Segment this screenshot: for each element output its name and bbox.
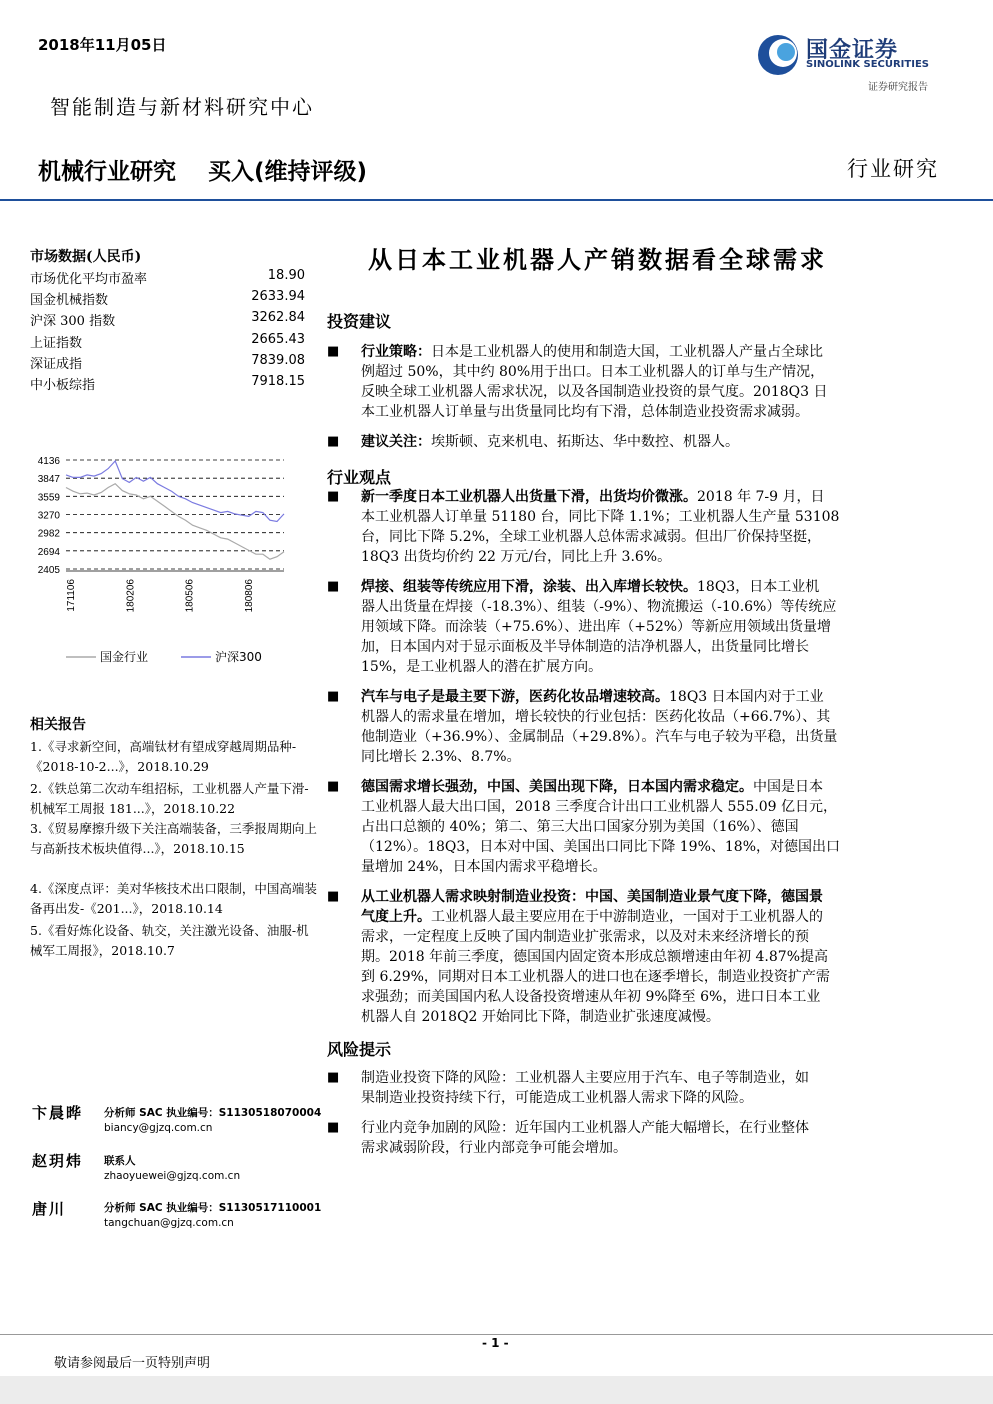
analyst-sac: 分析师 SAC 执业编号：S1130518070004: [104, 1107, 322, 1119]
market-data-label: 沪深 300 指数: [30, 314, 116, 329]
para-bold: 汽车与电子是最主要下游，医药化妆品增速较高。: [361, 689, 669, 705]
chart-series-line: [66, 484, 284, 560]
chart-y-tick-label: 3847: [37, 474, 60, 486]
para-line: 加，日本国内对于显示面板及半导体制造的洁净机器人，出货量同比增长: [361, 639, 809, 655]
bullet-icon: ■: [327, 1120, 340, 1135]
analyst-name: 唐川: [32, 1200, 67, 1218]
section-title-view: 行业观点: [327, 468, 392, 487]
related-report-item[interactable]: 4.《深度点评：美对华核技术出口限制，中国高端装备再出发-《201...》，2018.10.14: [30, 881, 317, 916]
section-title-invest: 投资建议: [327, 312, 392, 331]
analyst-info: [104, 1154, 240, 1184]
market-data-value: 2633.94: [251, 289, 305, 304]
para-line: 15%，是工业机器人的潜在扩展方向。: [361, 659, 603, 675]
para-line: 例超过 50%，其中约 80%用于出口。日本工业机器人的订单与生产情况，: [361, 364, 825, 380]
chart-x-tick-label: 171106: [66, 579, 77, 612]
chart-y-tick-label: 3559: [37, 492, 60, 504]
main-title: 从日本工业机器人产销数据看全球需求: [368, 245, 827, 274]
header-divider: [0, 199, 993, 201]
logo-cn: 国金证券: [806, 38, 899, 63]
market-data-value: 3262.84: [251, 310, 305, 325]
para-line: 他制造业（+36.9%）、金属制品（+29.8%）。汽车与电子较为平稳，出货量: [361, 729, 838, 745]
para-line: 工业机器人最主要应用在于中游制造业，一国对于工业机器人的: [431, 909, 823, 925]
bullet-icon: ■: [327, 1070, 340, 1085]
market-data-value: 7839.08: [251, 353, 305, 368]
logo-en: SINOLINK SECURITIES: [806, 59, 929, 70]
para-line: 中国是日本: [753, 779, 823, 795]
market-data-row: [30, 289, 305, 308]
bullet-icon: ■: [327, 344, 340, 359]
sinolink-logo-icon: [756, 32, 804, 78]
report-type: 行业研究: [847, 157, 939, 181]
related-report-item[interactable]: 1.《寻求新空间，高端钛材有望成穿越周期品种-《2018-10-2...》，2018.10.29: [30, 739, 297, 774]
para-line: 机器人的需求量在增加，增长较快的行业包括：医药化妆品（+66.7%）、其: [361, 709, 831, 725]
chart-x-tick-label: 180206: [125, 579, 137, 613]
market-data-title: 市场数据(人民币): [30, 249, 142, 265]
para-line: 18Q3 出货均价约 22 万元/台，同比上升 3.6%。: [361, 549, 672, 565]
para-line: （12%）。18Q3，日本对中国、美国出口同比下降 19%、18%，对德国出口: [361, 839, 840, 855]
para-line: 本工业机器人订单量与出货量同比均有下滑，总体制造业投资需求减弱。: [361, 404, 809, 420]
industry-rating-row: [38, 153, 367, 186]
invest-paragraph-2: [361, 432, 942, 452]
analyst-name: 卞晨晔: [32, 1104, 84, 1122]
rating-label: 买入(维持评级): [208, 159, 368, 185]
chart-y-tick-label: 2982: [37, 528, 60, 540]
market-data-value: 7918.15: [251, 374, 305, 389]
market-data-row: [30, 310, 305, 329]
research-center-name: 智能制造与新材料研究中心: [50, 95, 314, 119]
chart-legend-label: 沪深300: [215, 650, 262, 664]
para-line: 求强劲；而美国国内私人设备投资增速从年初 9%降至 6%，进口日本工业: [361, 989, 821, 1005]
market-data-row: [30, 332, 305, 351]
bullet-icon: ■: [327, 779, 340, 794]
para-line: 需求减弱阶段，行业内部竞争可能会增加。: [361, 1140, 627, 1156]
para-bold: 从工业机器人需求映射制造业投资：中国、美国制造业景气度下降，德国景: [361, 889, 823, 905]
chart-legend-label: 国金行业: [100, 650, 149, 664]
para-line: 埃斯顿、克来机电、拓斯达、华中数控、机器人。: [431, 434, 739, 450]
chart-x-tick-label: 180506: [184, 579, 196, 613]
invest-paragraph-1: [361, 342, 942, 422]
chart-series-line: [66, 461, 284, 522]
risk-paragraph-1: [361, 1068, 942, 1108]
market-data-value: 2665.43: [251, 332, 305, 347]
view-paragraph-3: [361, 687, 942, 767]
bullet-icon: ■: [327, 689, 340, 704]
report-date: 2018年11月05日: [38, 36, 167, 54]
market-data-label: 市场优化平均市盈率: [30, 272, 148, 287]
para-line: 台，同比下降 5.2%，全球工业机器人总体需求减弱。但出厂价保持坚挺，: [361, 529, 822, 545]
view-paragraph-1: [361, 487, 942, 567]
related-report-item[interactable]: 5.《看好炼化设备、轨交，关注激光设备、油服-机械军工周报》，2018.10.7: [30, 923, 309, 958]
chart-y-tick-label: 2694: [37, 546, 60, 558]
para-bold: 建议关注：: [361, 434, 431, 450]
view-paragraph-5: [361, 887, 942, 1027]
chart-y-tick-label: 4136: [37, 456, 60, 467]
para-bold: 德国需求增长强劲，中国、美国出现下降，日本国内需求稳定。: [361, 779, 753, 795]
analyst-name: 赵玥炜: [32, 1152, 84, 1170]
chart-y-tick-label: 3270: [37, 510, 60, 522]
para-line: 本工业机器人订单量 51180 台，同比下降 1.1%；工业机器人生产量 53108: [361, 509, 840, 525]
chart-x-tick-label: 180806: [244, 579, 255, 613]
para-line: 占出口总额的 40%；第二、第三大出口国家分别为美国（16%）、德国: [361, 819, 799, 835]
industry-label: 机械行业研究: [38, 159, 176, 185]
analyst-info: [104, 1201, 321, 1231]
market-data-row: [30, 268, 305, 287]
para-line: 18Q3，日本工业机: [697, 579, 820, 595]
para-line: 果制造业投资持续下行，可能造成工业机器人需求下降的风险。: [361, 1090, 753, 1106]
risk-paragraph-2: [361, 1118, 942, 1158]
para-line: 2018 年 7-9 月，日: [697, 489, 825, 505]
para-line: 工业机器人最大出口国，2018 三季度合计出口工业机器人 555.09 亿日元，: [361, 799, 837, 815]
market-data-value: 18.90: [267, 268, 305, 283]
para-bold: 气度上升。: [361, 909, 431, 925]
view-paragraph-4: [361, 777, 942, 877]
disclaimer-note: 敬请参阅最后一页特别声明: [54, 1356, 211, 1371]
para-line: 到 6.29%，同期对日本工业机器人的进口也在逐季增长，制造业投资扩产需: [361, 969, 830, 985]
related-reports-title: 相关报告: [30, 717, 86, 733]
para-line: 日本是工业机器人的使用和制造大国，工业机器人产量占全球比: [431, 344, 823, 360]
para-line: 反映全球工业机器人需求状况，以及各国制造业投资的景气度。2018Q3 日: [361, 384, 828, 400]
market-data-label: 深证成指: [30, 357, 83, 372]
analyst-email[interactable]: zhaoyuewei@gjzq.com.cn: [104, 1170, 241, 1182]
bullet-icon: ■: [327, 889, 340, 904]
para-line: 制造业投资下降的风险：工业机器人主要应用于汽车、电子等制造业，如: [361, 1070, 809, 1086]
related-report-item[interactable]: 3.《贸易摩擦升级下关注高端装备，三季报周期向上与高新技术板块值得...》，2018.10.15: [30, 821, 317, 856]
para-bold: 新一季度日本工业机器人出货量下滑，出货均价微涨。: [361, 489, 697, 505]
para-line: 18Q3 日本国内对于工业: [669, 689, 824, 705]
analyst-email[interactable]: tangchuan@gjzq.com.cn: [104, 1217, 234, 1229]
analyst-sac: 分析师 SAC 执业编号：S1130517110001: [104, 1202, 322, 1214]
market-data-row: [30, 374, 305, 393]
footer-divider: [0, 1334, 993, 1335]
analyst-role: 联系人: [104, 1155, 136, 1167]
para-bold: 行业策略：: [361, 344, 431, 360]
footer-band: [0, 1376, 993, 1404]
para-bold: 焊接、组装等传统应用下滑，涂装、出入库增长较快。: [361, 579, 697, 595]
para-line: 行业内竞争加剧的风险：近年国内工业机器人产能大幅增长，在行业整体: [361, 1120, 809, 1136]
chart-y-tick-label: 2405: [37, 565, 60, 576]
bullet-icon: ■: [327, 579, 340, 594]
related-report-item[interactable]: 2.《铁总第二次动车组招标，工业机器人产量下滑-机械军工周报 181...》，2018.10.22: [30, 781, 309, 816]
bullet-icon: ■: [327, 489, 340, 504]
analyst-email[interactable]: biancy@gjzq.com.cn: [104, 1122, 213, 1134]
section-title-risk: 风险提示: [327, 1040, 392, 1059]
market-data-label: 国金机械指数: [30, 293, 109, 308]
para-line: 器人出货量在焊接（-18.3%）、组装（-9%）、物流搬运（-10.6%）等传统应: [361, 599, 837, 615]
para-line: 同比增长 2.3%、8.7%。: [361, 749, 521, 765]
logo-subtitle: 证券研究报告: [868, 82, 928, 93]
analyst-info: [104, 1106, 321, 1136]
para-line: 期。2018 年前三季度，德国国内固定资本形成总额增速由年初 4.87%提高: [361, 949, 829, 965]
market-data-label: 中小板综指: [30, 378, 96, 393]
market-data-row: [30, 353, 305, 372]
para-line: 机器人自 2018Q2 开始同比下降，制造业扩张速度减慢。: [361, 1009, 720, 1025]
para-line: 用领域下降。而涂装（+75.6%）、进出库（+52%）等新应用领域出货量增: [361, 619, 832, 635]
para-line: 需求，一定程度上反映了国内制造业扩张需求，以及对未来经济增长的预: [361, 929, 809, 945]
index-chart: [26, 448, 296, 678]
view-paragraph-2: [361, 577, 942, 677]
market-data-label: 上证指数: [30, 336, 83, 351]
page-number: - 1 -: [482, 1336, 509, 1350]
para-line: 量增加 24%，日本国内需求平稳增长。: [361, 859, 607, 875]
bullet-icon: ■: [327, 434, 340, 449]
